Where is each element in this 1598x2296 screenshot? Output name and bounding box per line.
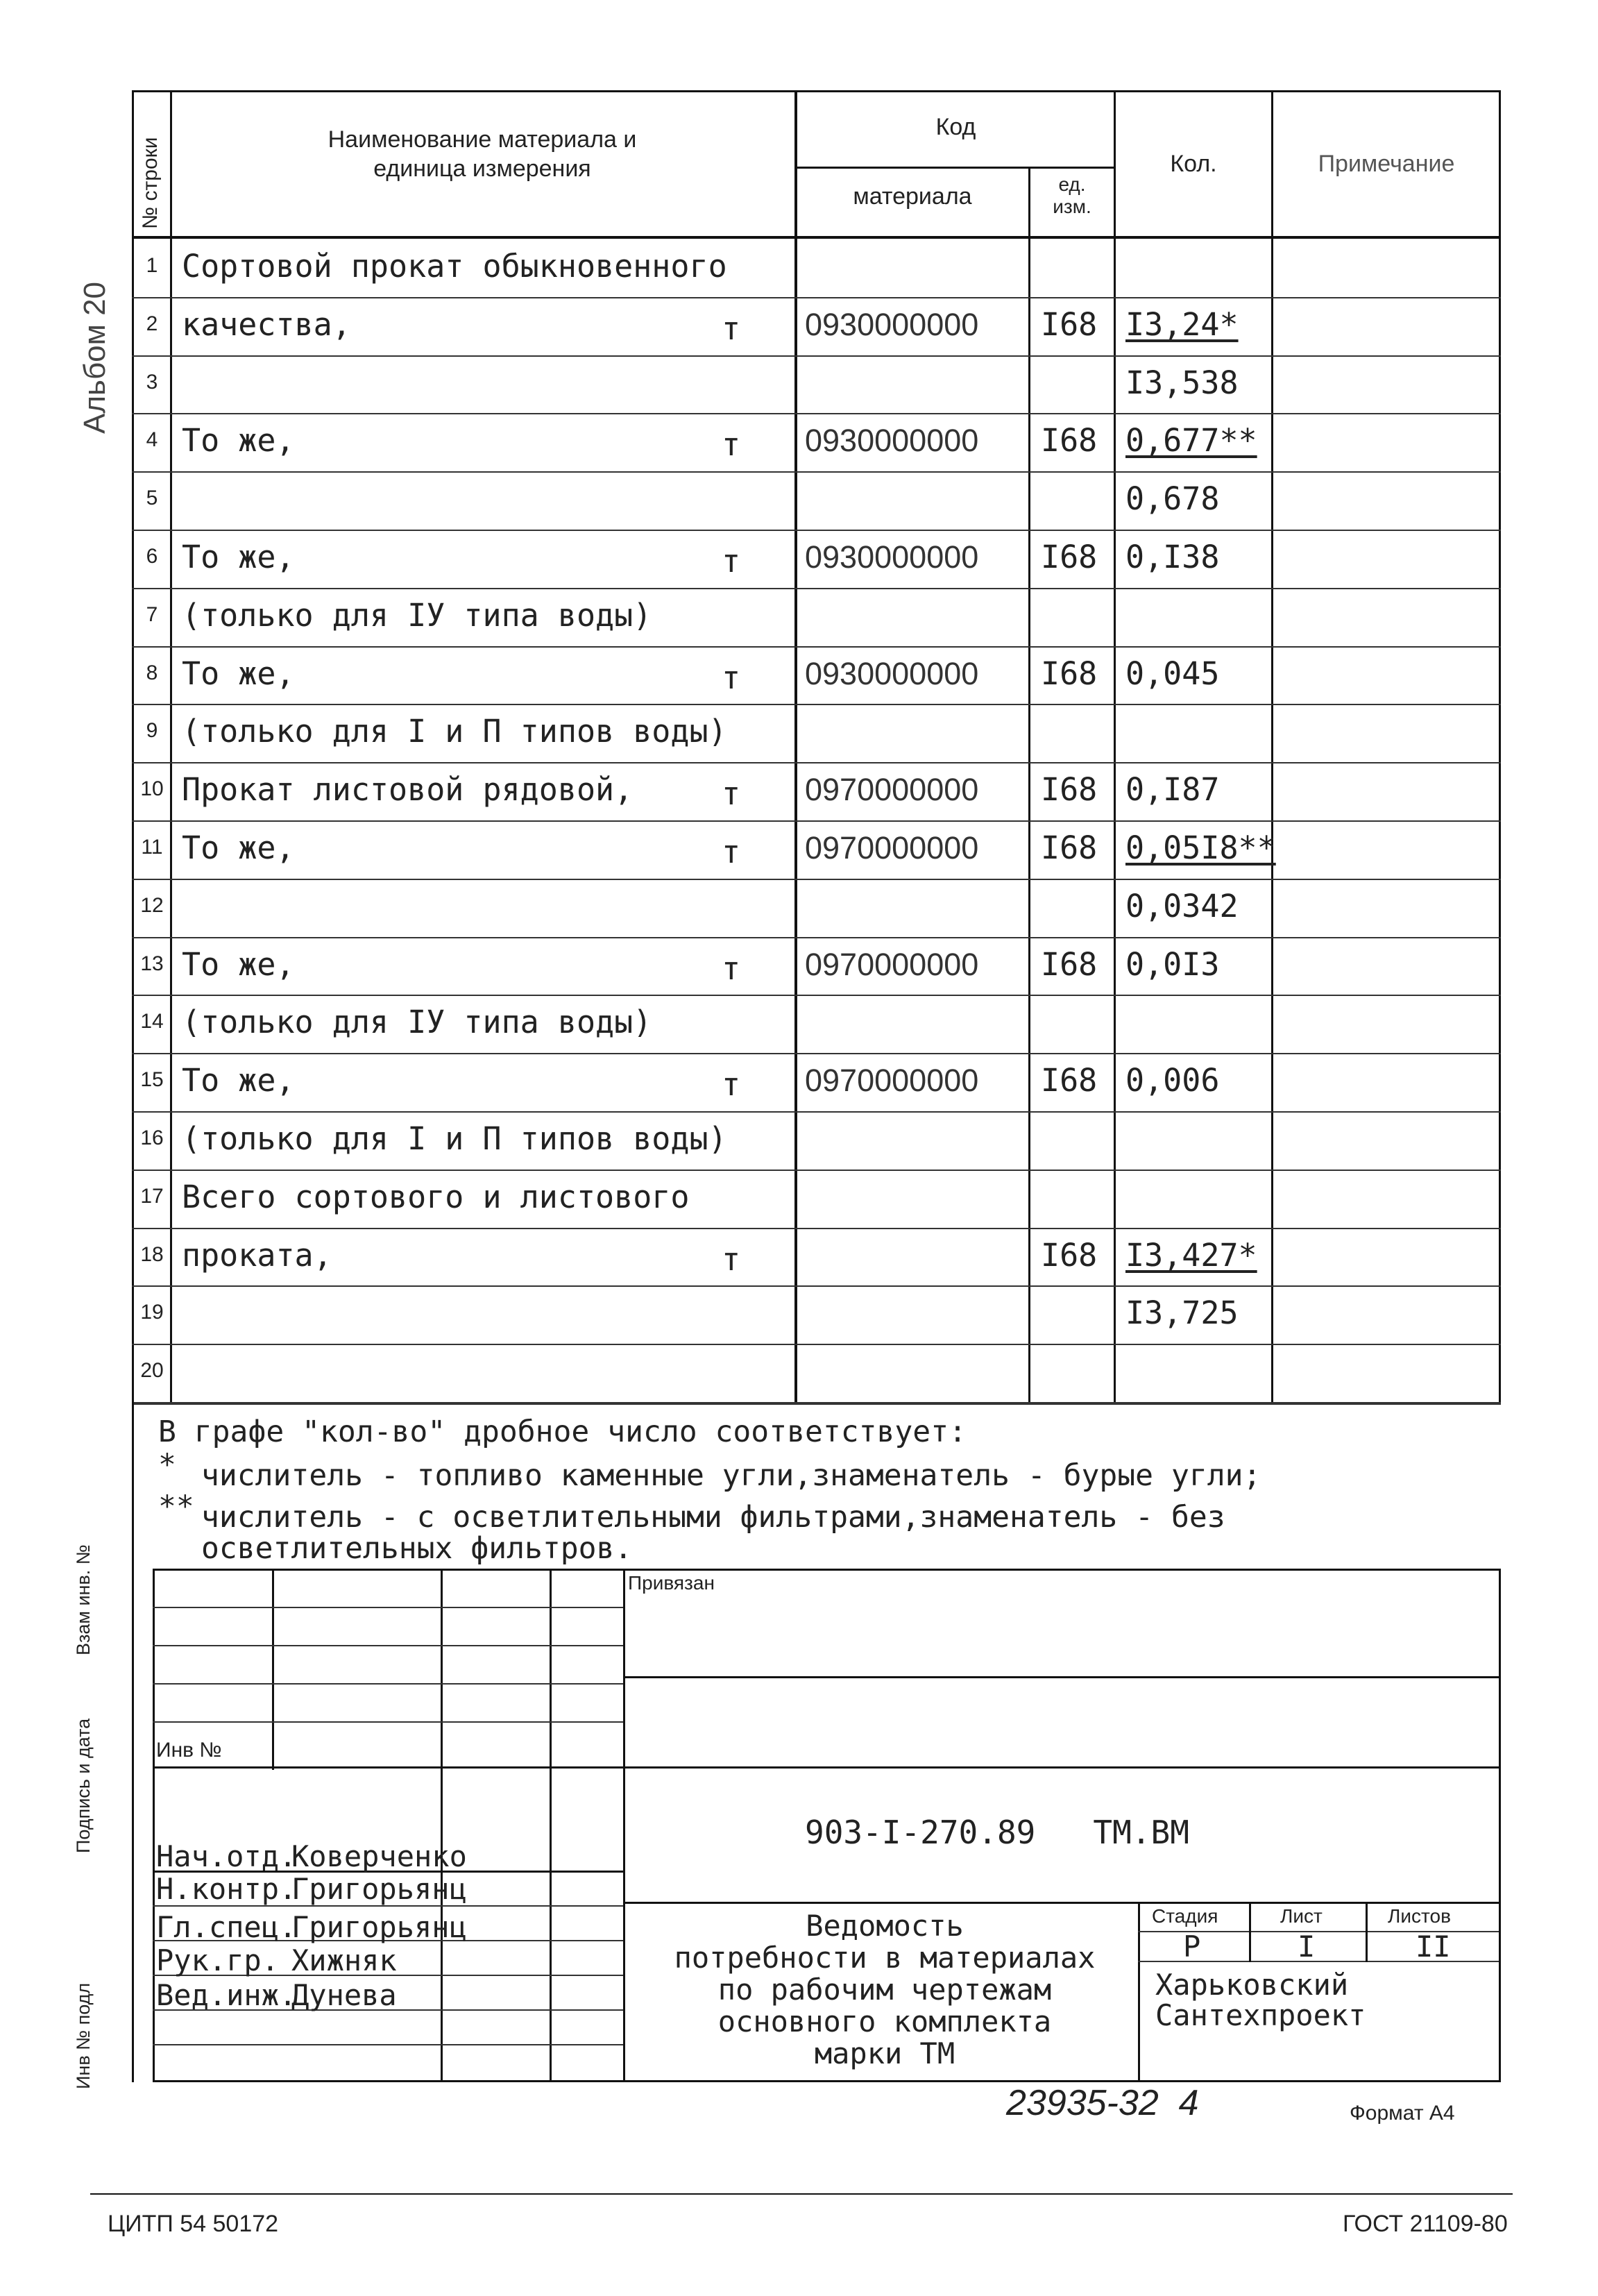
material-name: качества, xyxy=(182,306,351,343)
staff-name: Григорьянц xyxy=(291,1872,467,1906)
quantity-header: Кол. xyxy=(1170,151,1217,177)
unit-code: I68 xyxy=(1041,771,1098,808)
document-title: Ведомость потребности в материалах по рабочим чертежам основного комплекта марки ТМ xyxy=(674,1909,1096,2070)
unit-symbol: т xyxy=(722,659,741,696)
material-code: 0930000000 xyxy=(805,539,979,575)
unit-code: I68 xyxy=(1041,422,1098,459)
note-mark-2: ** xyxy=(158,1489,194,1524)
unit-code-header: ед. изм. xyxy=(1053,174,1091,217)
quantity-value: 0,I38 xyxy=(1125,539,1220,575)
vzam-inv-label: Взам инв. № xyxy=(73,1544,94,1655)
stadia-label: Стадия xyxy=(1152,1905,1218,1927)
unit-code: I68 xyxy=(1041,655,1098,692)
material-code: 0970000000 xyxy=(805,772,979,807)
material-name: То же, xyxy=(182,946,295,983)
material-code: 0930000000 xyxy=(805,307,979,342)
quantity-value: 0,045 xyxy=(1125,655,1220,692)
unit-code: I68 xyxy=(1041,946,1098,983)
note-mark-1: * xyxy=(158,1448,176,1483)
row-number: 11 xyxy=(141,836,163,859)
staff-role: Вед.инж. xyxy=(156,1978,297,2012)
listov-label: Листов xyxy=(1388,1905,1451,1927)
material-name: (только для I и П типов воды) xyxy=(182,713,727,750)
material-code: 0970000000 xyxy=(805,947,979,982)
row-number: 1 xyxy=(146,254,158,277)
podpis-data-label: Подпись и дата xyxy=(73,1718,94,1853)
archive-number: 23935-32 4 xyxy=(1006,2083,1199,2123)
material-code: 0970000000 xyxy=(805,830,979,866)
unit-symbol: т xyxy=(722,310,741,347)
unit-symbol: т xyxy=(722,950,741,987)
unit-code: I68 xyxy=(1041,829,1098,866)
quantity-value: I3,725 xyxy=(1125,1294,1239,1331)
material-code: 0930000000 xyxy=(805,423,979,458)
listov-value: II xyxy=(1416,1930,1451,1964)
privyazan-label: Привязан xyxy=(628,1572,715,1594)
format-label: Формат А4 xyxy=(1350,2102,1455,2125)
staff-name: Дунева xyxy=(291,1978,397,2012)
staff-role: Рук.гр. xyxy=(156,1943,280,1977)
quantity-value: 0,05I8** xyxy=(1125,829,1276,866)
unit-symbol: т xyxy=(722,775,741,812)
row-number-header: № строки xyxy=(139,137,162,229)
staff-name: Коверченко xyxy=(291,1839,467,1873)
quantity-value: 0,0I3 xyxy=(1125,946,1220,983)
note-line-3: числитель - с осветлительными фильтрами,знаменатель - без xyxy=(201,1500,1225,1535)
material-code: 0970000000 xyxy=(805,1063,979,1098)
quantity-value: 0,006 xyxy=(1125,1062,1220,1099)
row-number: 6 xyxy=(146,545,158,568)
list-value: I xyxy=(1298,1930,1316,1964)
material-name: То же, xyxy=(182,655,295,692)
row-number: 3 xyxy=(146,371,158,394)
organization: Харьковский Сантехпроект xyxy=(1155,1968,1366,2032)
material-name: (только для IУ типа воды) xyxy=(182,1004,652,1040)
unit-symbol: т xyxy=(722,1066,741,1103)
material-code-header: материала xyxy=(853,183,972,210)
unit-code: I68 xyxy=(1041,1062,1098,1099)
row-number: 10 xyxy=(140,777,164,800)
code-column-header: Код xyxy=(935,114,976,140)
row-number: 16 xyxy=(140,1126,164,1149)
inv-podl-label: Инв № подл xyxy=(73,1982,94,2089)
name-column-header: Наименование материала и единица измерения xyxy=(328,126,637,182)
inv-no-label: Инв № xyxy=(156,1739,222,1762)
row-number: 5 xyxy=(146,487,158,509)
row-number: 12 xyxy=(140,894,164,917)
note-line-4: осветлительных фильтров. xyxy=(201,1531,633,1566)
unit-code: I68 xyxy=(1041,1237,1098,1274)
list-label: Лист xyxy=(1280,1905,1323,1927)
material-name: То же, xyxy=(182,829,295,866)
staff-role: Н.контр. xyxy=(156,1872,297,1906)
row-number: 4 xyxy=(146,428,158,451)
material-name: Сортовой прокат обыкновенного xyxy=(182,248,727,285)
note-header: Примечание xyxy=(1318,151,1455,177)
unit-code: I68 xyxy=(1041,306,1098,343)
row-number: 9 xyxy=(146,719,158,742)
row-number: 14 xyxy=(140,1010,164,1033)
material-name: проката, xyxy=(182,1237,332,1274)
row-number: 17 xyxy=(140,1185,164,1208)
quantity-value: I3,24* xyxy=(1125,306,1239,343)
material-name: Всего сортового и листового xyxy=(182,1179,690,1215)
staff-role: Гл.спец. xyxy=(156,1910,297,1944)
row-number: 2 xyxy=(146,312,158,335)
quantity-value: I3,427* xyxy=(1125,1237,1257,1274)
material-name: Прокат листовой рядовой, xyxy=(182,771,634,808)
row-number: 8 xyxy=(146,661,158,684)
document-code: 903-I-270.89 ТМ.ВМ xyxy=(805,1814,1189,1851)
staff-name: Григорьянц xyxy=(291,1910,467,1944)
staff-role: Нач.отд. xyxy=(156,1839,297,1873)
stadia-value: Р xyxy=(1183,1930,1201,1964)
material-code: 0930000000 xyxy=(805,656,979,691)
unit-symbol: т xyxy=(722,834,741,870)
unit-symbol: т xyxy=(722,1241,741,1278)
quantity-value: 0,677** xyxy=(1125,422,1257,459)
unit-code: I68 xyxy=(1041,539,1098,575)
note-line-1: В графе "кол-во" дробное число соответствует: xyxy=(158,1415,967,1449)
quantity-value: 0,I87 xyxy=(1125,771,1220,808)
footer-right: ГОСТ 21109-80 xyxy=(1343,2211,1508,2237)
row-number: 13 xyxy=(140,952,164,975)
row-number: 20 xyxy=(140,1359,164,1382)
row-number: 18 xyxy=(140,1243,164,1266)
note-line-2: числитель - топливо каменные угли,знаменатель - бурые угли; xyxy=(201,1458,1261,1493)
material-name: (только для I и П типов воды) xyxy=(182,1120,727,1157)
row-number: 15 xyxy=(140,1068,164,1091)
footer-left: ЦИТП 54 50172 xyxy=(108,2211,279,2237)
row-number: 7 xyxy=(146,603,158,626)
album-label: Альбом 20 xyxy=(78,281,112,434)
quantity-value: 0,0342 xyxy=(1125,888,1239,925)
material-name: То же, xyxy=(182,1062,295,1099)
material-name: (только для IУ типа воды) xyxy=(182,597,652,634)
quantity-value: I3,538 xyxy=(1125,364,1239,401)
material-name: То же, xyxy=(182,422,295,459)
unit-symbol: т xyxy=(722,426,741,463)
row-number: 19 xyxy=(140,1301,164,1324)
staff-name: Хижняк xyxy=(291,1943,397,1977)
quantity-value: 0,678 xyxy=(1125,480,1220,517)
unit-symbol: т xyxy=(722,543,741,580)
material-name: То же, xyxy=(182,539,295,575)
